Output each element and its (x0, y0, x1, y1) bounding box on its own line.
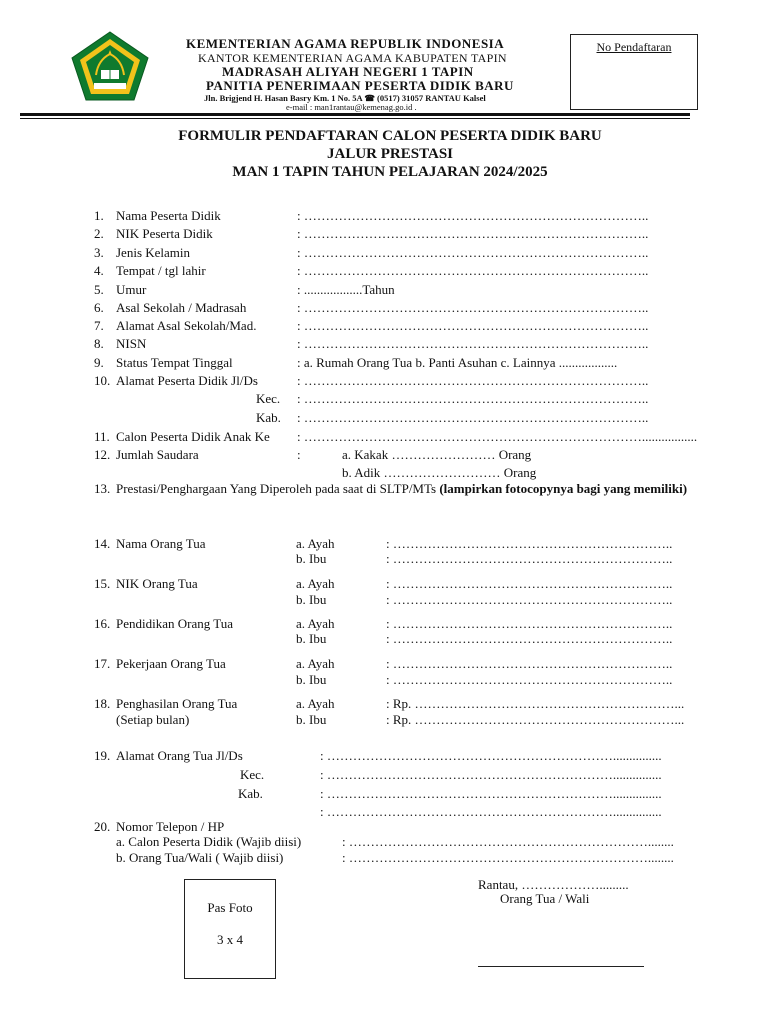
field-number: 18. (94, 696, 111, 711)
school-name: MADRASAH ALIYAH NEGERI 1 TAPIN (222, 64, 474, 79)
field-label-income-period: (Setiap bulan) (116, 712, 190, 727)
field-input-residence[interactable]: : a. Rumah Orang Tua b. Panti Asuhan c. Lainnya .................. (297, 355, 618, 370)
field-label-phone: Nomor Telepon / HP (116, 819, 225, 834)
form-year: MAN 1 TAPIN TAHUN PELAJARAN 2024/2025 (232, 164, 548, 180)
field-input-parent-address[interactable]: : …………………………………………………………............... (320, 748, 662, 763)
field-number: 8. (94, 336, 104, 351)
field-input-school-address[interactable]: : …………………………………………………………………….. (297, 318, 649, 333)
field-input-mother-name[interactable]: : ……………………………………………………….. (386, 551, 673, 566)
achievements-text: Prestasi/Penghargaan Yang Diperoleh pada saat di SLTP/MTs (116, 481, 440, 496)
field-input-address[interactable]: : …………………………………………………………………….. (297, 373, 649, 388)
field-label-kab: Kab. (256, 410, 281, 425)
kemenag-logo (70, 30, 150, 102)
field-label-student-phone: a. Calon Peserta Didik (Wajib diisi) (116, 834, 302, 849)
field-label-age: Umur (116, 282, 147, 297)
field-number: 11. (94, 429, 110, 444)
field-colon: : (297, 447, 301, 462)
field-label-parent-job: Pekerjaan Orang Tua (116, 656, 226, 671)
field-input-father-name[interactable]: : ……………………………………………………….. (386, 536, 673, 551)
field-number: 20. (94, 819, 111, 834)
field-input-older-siblings[interactable]: a. Kakak …………………… Orang (342, 447, 532, 462)
photo-label: Pas Foto (207, 900, 253, 915)
field-label-achievements (116, 481, 708, 497)
field-label-mother: b. Ibu (296, 551, 327, 566)
field-number: 5. (94, 282, 104, 297)
field-label-father: a. Ayah (296, 656, 335, 671)
registration-number-box[interactable] (570, 34, 698, 110)
field-label-nama: Nama Peserta Didik (116, 208, 221, 223)
school-email: e-mail : man1rantau@kemenag.go.id . (286, 102, 417, 112)
field-number: 10. (94, 373, 111, 388)
field-number: 1. (94, 208, 104, 223)
field-label-parent-address: Alamat Orang Tua Jl/Ds (116, 748, 243, 763)
field-label-father: a. Ayah (296, 576, 335, 591)
field-input-father-income[interactable]: : Rp. ……………………………………………………... (386, 696, 685, 711)
field-input-father-job[interactable]: : ……………………………………………………….. (386, 656, 673, 671)
field-label-kec: Kec. (256, 391, 281, 406)
field-input-father-education[interactable]: : ……………………………………………………….. (386, 616, 673, 631)
field-number: 6. (94, 300, 104, 315)
field-label-address: Alamat Peserta Didik Jl/Ds (116, 373, 258, 388)
field-label-residence: Status Tempat Tinggal (116, 355, 233, 370)
achievements-note: (lampirkan fotocopynya bagi yang memiliki) (439, 481, 688, 496)
field-label-father: a. Ayah (296, 616, 335, 631)
field-label-parent-kab: Kab. (238, 786, 263, 801)
field-label-birth: Tempat / tgl lahir (116, 263, 206, 278)
office-name: KANTOR KEMENTERIAN AGAMA KABUPATEN TAPIN (198, 51, 507, 65)
field-label-parent-nik: NIK Orang Tua (116, 576, 198, 591)
field-input-birth[interactable]: : …………………………………………………………………….. (297, 263, 649, 278)
photo-box[interactable] (184, 879, 276, 979)
registration-number-label: No Pendaftaran (596, 40, 672, 54)
field-input-parent-phone[interactable]: : ……………………………………………………………........ (342, 850, 674, 865)
committee-name: PANITIA PENERIMAAN PESERTA DIDIK BARU (206, 78, 514, 93)
field-input-kec[interactable]: : …………………………………………………………………….. (297, 391, 649, 406)
field-number: 4. (94, 263, 104, 278)
field-input-gender[interactable]: : …………………………………………………………………….. (297, 245, 649, 260)
field-input-nama[interactable]: : …………………………………………………………………….. (297, 208, 649, 223)
field-label-school-address: Alamat Asal Sekolah/Mad. (116, 318, 257, 333)
field-label-gender: Jenis Kelamin (116, 245, 191, 260)
field-input-younger-siblings[interactable]: b. Adik ……………………… Orang (342, 465, 537, 480)
header-rule-thick (20, 113, 690, 116)
field-label-mother: b. Ibu (296, 672, 327, 687)
field-input-mother-education[interactable]: : ……………………………………………………….. (386, 631, 673, 646)
photo-size: 3 x 4 (217, 932, 243, 947)
field-input-mother-income[interactable]: : Rp. ……………………………………………………... (386, 712, 685, 727)
field-input-student-phone[interactable]: : ……………………………………………………………........ (342, 834, 674, 849)
field-input-parent-address-extra[interactable]: : …………………………………………………………............... (320, 804, 662, 819)
field-number: 2. (94, 226, 104, 241)
field-label-father: a. Ayah (296, 696, 335, 711)
field-number: 14. (94, 536, 111, 551)
field-input-father-nik[interactable]: : ……………………………………………………….. (386, 576, 673, 591)
field-number: 3. (94, 245, 104, 260)
signature-role: Orang Tua / Wali (500, 891, 590, 906)
header-rule-thin (20, 118, 690, 119)
field-input-mother-nik[interactable]: : ……………………………………………………….. (386, 592, 673, 607)
field-label-nisn: NISN (116, 336, 147, 351)
signature-line[interactable] (478, 966, 644, 967)
field-number: 13. (94, 481, 111, 496)
field-label-mother: b. Ibu (296, 592, 327, 607)
field-label-parent-kec: Kec. (240, 767, 265, 782)
field-label-mother: b. Ibu (296, 631, 327, 646)
field-number: 7. (94, 318, 104, 333)
field-label-parent-phone: b. Orang Tua/Wali ( Wajib diisi) (116, 850, 284, 865)
school-address: Jln. Brigjend H. Hasan Basry Km. 1 No. 5A ☎ (0517) 31057 RANTAU Kalsel (204, 93, 486, 103)
field-number: 16. (94, 616, 111, 631)
field-number: 12. (94, 447, 111, 462)
field-label-child-order: Calon Peserta Didik Anak Ke (116, 429, 270, 444)
field-input-nik[interactable]: : …………………………………………………………………….. (297, 226, 649, 241)
field-input-mother-job[interactable]: : ……………………………………………………….. (386, 672, 673, 687)
field-input-child-order[interactable]: : ……………………………………………………………………................. (297, 429, 698, 444)
field-input-kab[interactable]: : …………………………………………………………………….. (297, 410, 649, 425)
signature-place-date[interactable]: Rantau, ………………......... (478, 877, 629, 892)
field-label-parent-education: Pendidikan Orang Tua (116, 616, 233, 631)
field-label-mother: b. Ibu (296, 712, 327, 727)
field-label-siblings: Jumlah Saudara (116, 447, 199, 462)
field-number: 17. (94, 656, 111, 671)
field-input-nisn[interactable]: : …………………………………………………………………….. (297, 336, 649, 351)
form-subtitle: JALUR PRESTASI (327, 146, 453, 162)
field-input-school[interactable]: : …………………………………………………………………….. (297, 300, 649, 315)
field-label-school: Asal Sekolah / Madrasah (116, 300, 247, 315)
field-label-nik: NIK Peserta Didik (116, 226, 213, 241)
ministry-name: KEMENTERIAN AGAMA REPUBLIK INDONESIA (186, 36, 505, 51)
field-number: 19. (94, 748, 111, 763)
field-number: 15. (94, 576, 111, 591)
field-label-father: a. Ayah (296, 536, 335, 551)
field-label-parent-name: Nama Orang Tua (116, 536, 206, 551)
field-input-age[interactable]: : ..................Tahun (297, 282, 395, 297)
form-title: FORMULIR PENDAFTARAN CALON PESERTA DIDIK BARU (178, 128, 602, 144)
field-number: 9. (94, 355, 104, 370)
field-input-parent-kab[interactable]: : …………………………………………………………............... (320, 786, 662, 801)
field-label-parent-income: Penghasilan Orang Tua (116, 696, 238, 711)
field-input-parent-kec[interactable]: : …………………………………………………………............... (320, 767, 662, 782)
